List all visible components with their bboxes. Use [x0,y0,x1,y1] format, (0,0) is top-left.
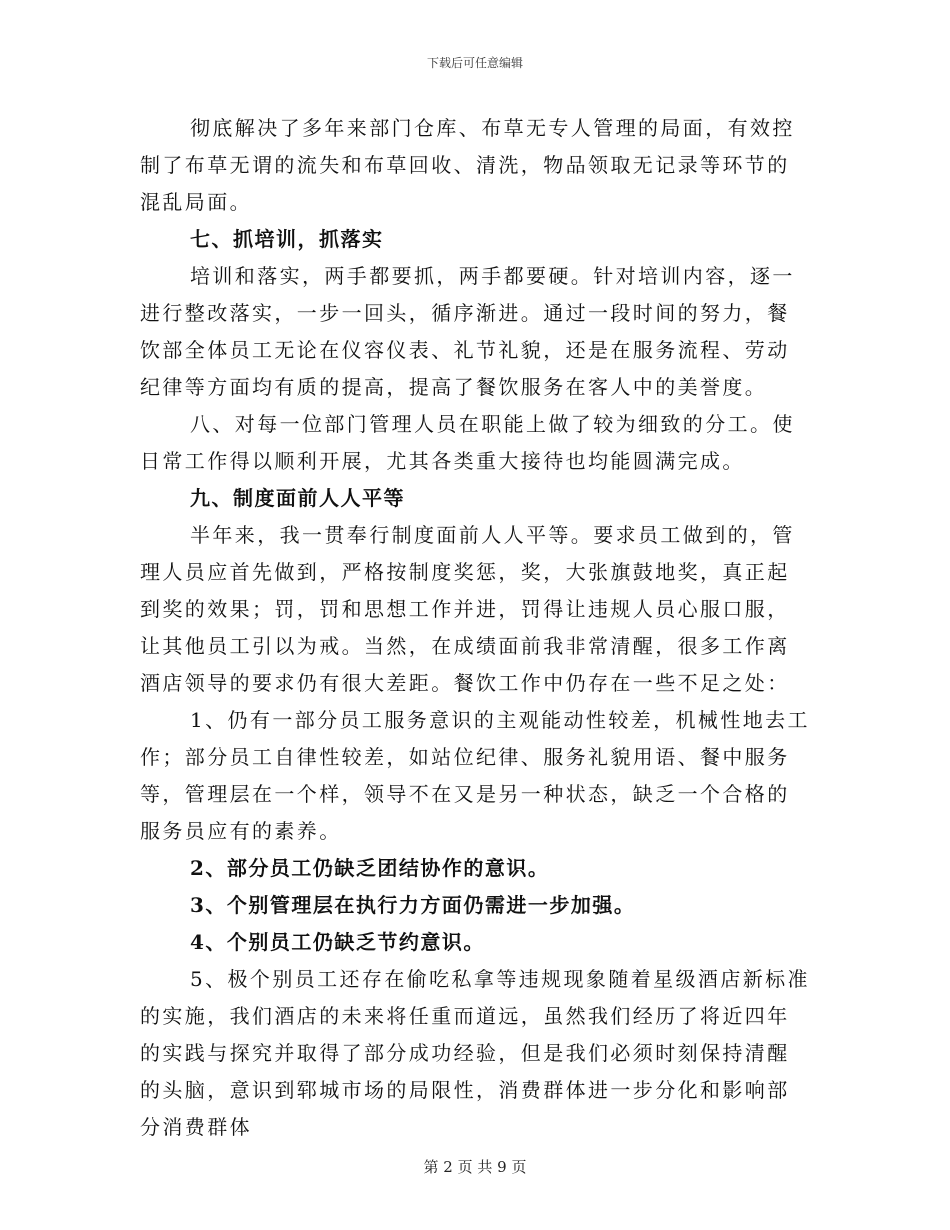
paragraph-warehouse-management: 彻底解决了多年来部门仓库、布草无专人管理的局面，有效控制了布草无谓的流失和布草回收、清洗，物品领取无记录等环节的混乱局面。 [140,116,795,214]
heading-section-nine: 九、制度面前人人平等 [190,486,405,510]
paragraph-shortcoming-one: 1、仍有一部分员工服务意识的主观能动性较差，机械性地去工作；部分员工自律性较差，如站位纪律、服务礼貌用语、餐中服务等，管理层在一个样，领导不在又是另一种状态，缺乏一个合格的服务员应有的素养。 [140,708,810,843]
page-footer: 第 2 页 共 9 页 [423,1158,527,1176]
heading-section-seven: 七、抓培训，抓落实 [190,227,384,251]
shortcoming-four: 4、个别员工仍缺乏节约意识。 [190,930,485,954]
paragraph-section-eight: 八、对每一位部门管理人员在职能上做了较为细致的分工。使日常工作得以顺利开展，尤其各类重大接待也均能圆满完成。 [140,412,795,473]
paragraph-shortcoming-five: 5、极个别员工还存在偷吃私拿等违规现象随着星级酒店新标准的实施，我们酒店的未来将任重而道远，虽然我们经历了将近四年的实践与探究并取得了部分成功经验，但是我们必须时刻保持清醒的头脑，意识到郓城市场的局限性，消费群体进一步分化和影响部分消费群体 [140,967,810,1139]
paragraph-equality: 半年来，我一贯奉行制度面前人人平等。要求员工做到的，管理人员应首先做到，严格按制度奖惩，奖，大张旗鼓地奖，真正起到奖的效果；罚，罚和思想工作并进，罚得让违规人员心服口服，让其他员工引以为戒。当然，在成绩面前我非常清醒，很多工作离酒店领导的要求仍有很大差距。餐饮工作中仍存在一些不足之处： [140,523,795,695]
shortcoming-three: 3、个别管理层在执行力方面仍需进一步加强。 [190,893,636,917]
document-body [140,110,810,1146]
page-header: 下载后可任意编辑 [426,56,523,70]
paragraph-training: 培训和落实，两手都要抓，两手都要硬。针对培训内容，逐一进行整改落实，一步一回头，循序渐进。通过一段时间的努力，餐饮部全体员工无论在仪容仪表、礼节礼貌，还是在服务流程、劳动纪律等方面均有质的提高，提高了餐饮服务在客人中的美誉度。 [140,264,795,399]
shortcoming-two: 2、部分员工仍缺乏团结协作的意识。 [190,856,550,880]
